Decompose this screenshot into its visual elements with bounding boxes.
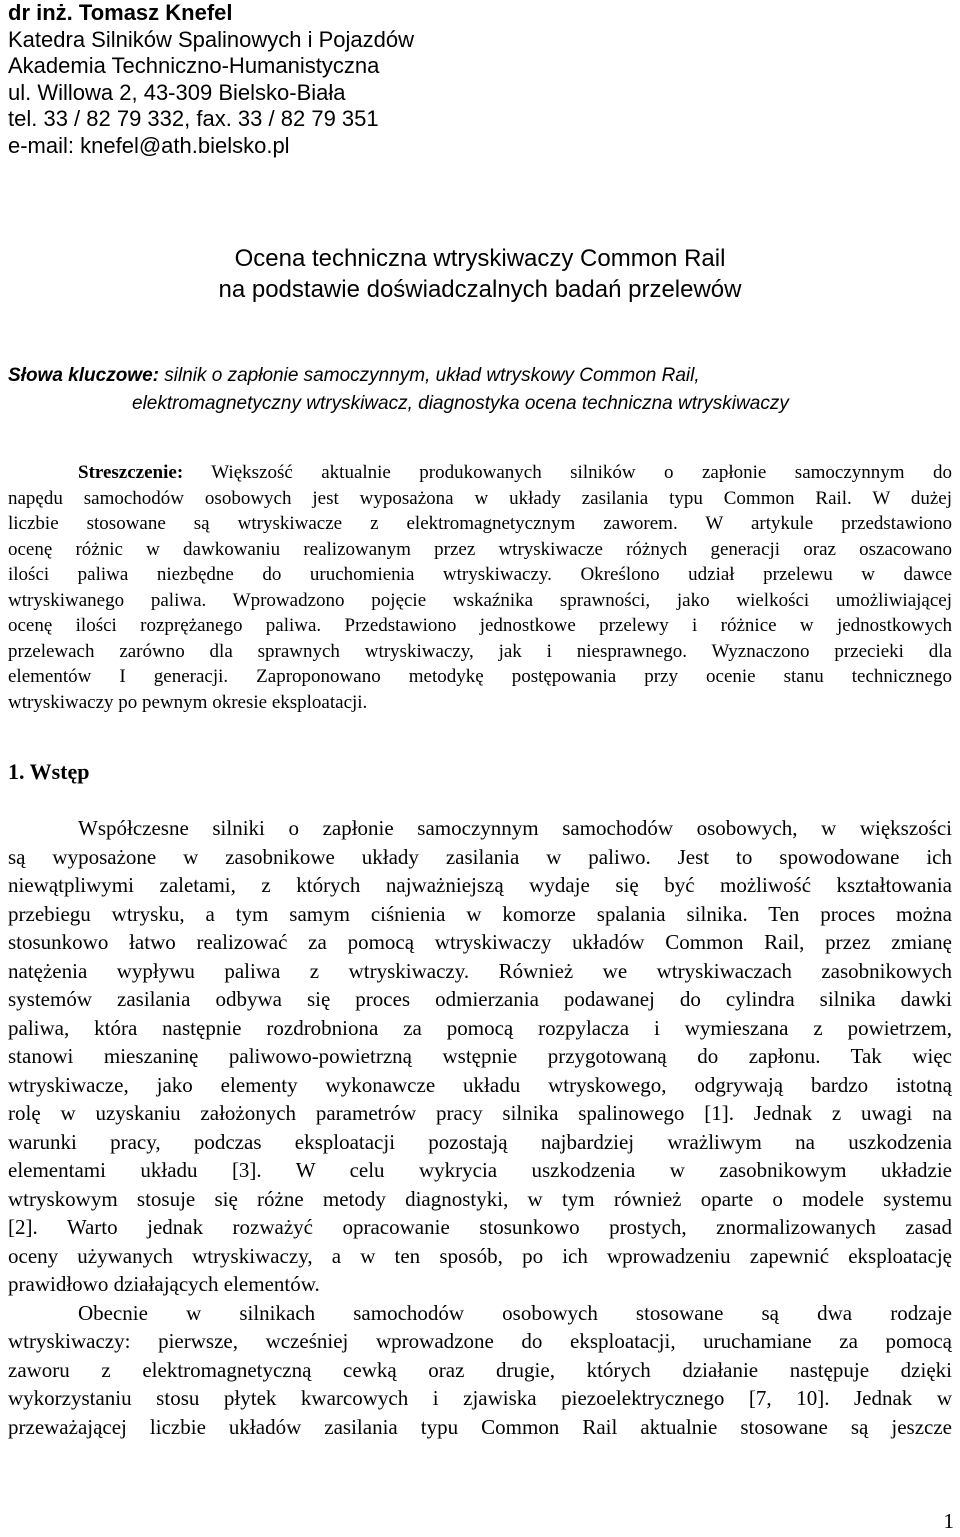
abstract-line: wtryskiwaczy po pewnym okresie eksploatacji.	[8, 691, 368, 713]
body-line: zaworu z elektromagnetyczną cewką oraz drugie, których działanie następuje dzięki	[8, 1357, 952, 1382]
abstract-line: liczbie stosowane są wtryskiwacze z elektromagnetycznym zaworem. W artykule przedstawiono	[8, 513, 952, 534]
body-line: przeważającej liczbie układów zasilania typu Common Rail aktualnie stosowane są jeszcze	[8, 1414, 952, 1439]
author-email-line: e-mail: knefel@ath.bielsko.pl	[8, 132, 290, 158]
body-line: [2]. Warto jednak rozważyć opracowanie stosunkowo prostych, znormalizowanych zasad	[8, 1215, 952, 1239]
abstract-line: wtryskiwanego paliwa. Wprowadzono pojęcie wskaźnika sprawności, jako wielkości umożliwiającej	[8, 589, 952, 611]
body-line: wykorzystaniu stosu płytek kwarcowych i zjawiska piezoelektrycznego [7, 10]. Jednak w	[8, 1386, 952, 1410]
author-affiliation-line: Akademia Techniczno-Humanistyczna	[8, 53, 380, 78]
page-number: 1	[943, 1509, 954, 1533]
abstract-line: napędu samochodów osobowych jest wyposażona w układy zasilania typu Common Rail. W dużej	[8, 487, 952, 509]
title-line: na podstawie doświadczalnych badań przelewów	[218, 276, 742, 303]
abstract-line: ilości paliwa niezbędne do uruchomienia wtryskiwaczy. Określono udział przelewu w dawce	[8, 564, 952, 585]
body-line: prawidłowo działających elementów.	[8, 1272, 320, 1296]
body-line: wtryskiwaczy: pierwsze, wcześniej wprowadzone do eksploatacji, uruchamiane za pomocą	[8, 1329, 952, 1353]
paper-title	[0, 243, 960, 305]
body-line: Obecnie w silnikach samochodów osobowych stosowane są dwa rodzaje	[78, 1300, 952, 1325]
keywords-text: silnik o zapłonie samoczynnym, układ wtryskowy Common Rail,	[158, 365, 700, 386]
abstract-line: elementów I generacji. Zaproponowano metodykę postępowania przy ocenie stanu technicznego	[8, 666, 952, 687]
body-line: oceny używanych wtryskiwaczy, a w ten sposób, po ich wprowadzeniu zapewnić eksploatację	[8, 1243, 952, 1268]
section-heading: 1. Wstęp	[8, 759, 90, 784]
body-text	[8, 814, 952, 1441]
abstract-label: Streszczenie:	[78, 462, 184, 483]
author-name: dr inż. Tomasz Knefel	[8, 0, 233, 25]
body-line: warunki pracy, podczas eksploatacji pozostają najbardziej wrażliwym na uszkodzenia	[8, 1129, 952, 1154]
body-line: paliwa, która następnie rozdrobniona za pomocą rozpylacza i wymieszana z powietrzem,	[8, 1015, 952, 1040]
body-line: są wyposażone w zasobnikowe układy zasilania w paliwo. Jest to spowodowane ich	[8, 844, 952, 869]
abstract-block	[8, 460, 952, 715]
abstract-line: Streszczenie: Większość aktualnie produkowanych silników o zapłonie samoczynnym do	[78, 462, 952, 483]
author-address-line: ul. Willowa 2, 43-309 Bielsko-Biała	[8, 79, 346, 105]
body-line: systemów zasilania odbywa się proces odmierzania podawanej do cylindra silnika dawki	[8, 987, 952, 1011]
body-line: niewątpliwymi zaletami, z których najważniejszą wydaje się być możliwość kształtowania	[8, 873, 952, 897]
body-line: przebiegu wtrysku, a tym samym ciśnienia w komorze spalania silnika. Ten proces można	[8, 901, 952, 926]
keywords-line	[8, 362, 952, 390]
abstract-line: ocenę ilości rozprężanego paliwa. Przedstawiono jednostkowe przelewy i różnice w jednostkowych	[8, 615, 952, 636]
author-block	[8, 0, 414, 159]
body-line: rolę w uzyskaniu założonych parametrów pracy silnika spalinowego [1]. Jednak z uwagi na	[8, 1101, 952, 1125]
abstract-line: ocenę różnic w dawkowaniu realizowanym przez wtryskiwacze różnych generacji oraz oszacowano	[8, 538, 952, 560]
body-line: stanowi mieszaninę paliwowo-powietrzną wstępnie przygotowaną do zapłonu. Tak więc	[8, 1044, 952, 1068]
title-line: Ocena techniczna wtryskiwaczy Common Rail	[234, 245, 726, 272]
body-line: natężenia wypływu paliwa z wtryskiwaczy. Również we wtryskiwaczach zasobnikowych	[8, 958, 952, 983]
abstract-line: przelewach zarówno dla sprawnych wtryskiwaczy, jak i niesprawnego. Wyznaczono przecieki dla	[8, 640, 952, 662]
author-phone-line: tel. 33 / 82 79 332, fax. 33 / 82 79 351	[8, 106, 379, 131]
body-line: wtryskiwacze, jako elementy wykonawcze układu wtryskowego, odgrywają bardzo istotną	[8, 1072, 952, 1097]
keywords-block	[8, 362, 952, 418]
body-line: wtryskowym stosuje się różne metody diagnostyki, w tym również oparte o modele systemu	[8, 1186, 952, 1211]
body-line: stosunkowo łatwo realizować za pomocą wtryskiwaczy układów Common Rail, przez zmianę	[8, 930, 952, 954]
body-line: elementami układu [3]. W celu wykrycia uszkodzenia w zasobnikowym układzie	[8, 1158, 952, 1182]
body-line: Współczesne silniki o zapłonie samoczynnym samochodów osobowych, w większości	[78, 816, 952, 840]
keywords-label: Słowa kluczowe:	[8, 365, 159, 386]
keywords-line: elektromagnetyczny wtryskiwacz, diagnostyka ocena techniczna wtryskiwaczy	[132, 393, 789, 414]
author-affiliation-line: Katedra Silników Spalinowych i Pojazdów	[8, 26, 414, 52]
